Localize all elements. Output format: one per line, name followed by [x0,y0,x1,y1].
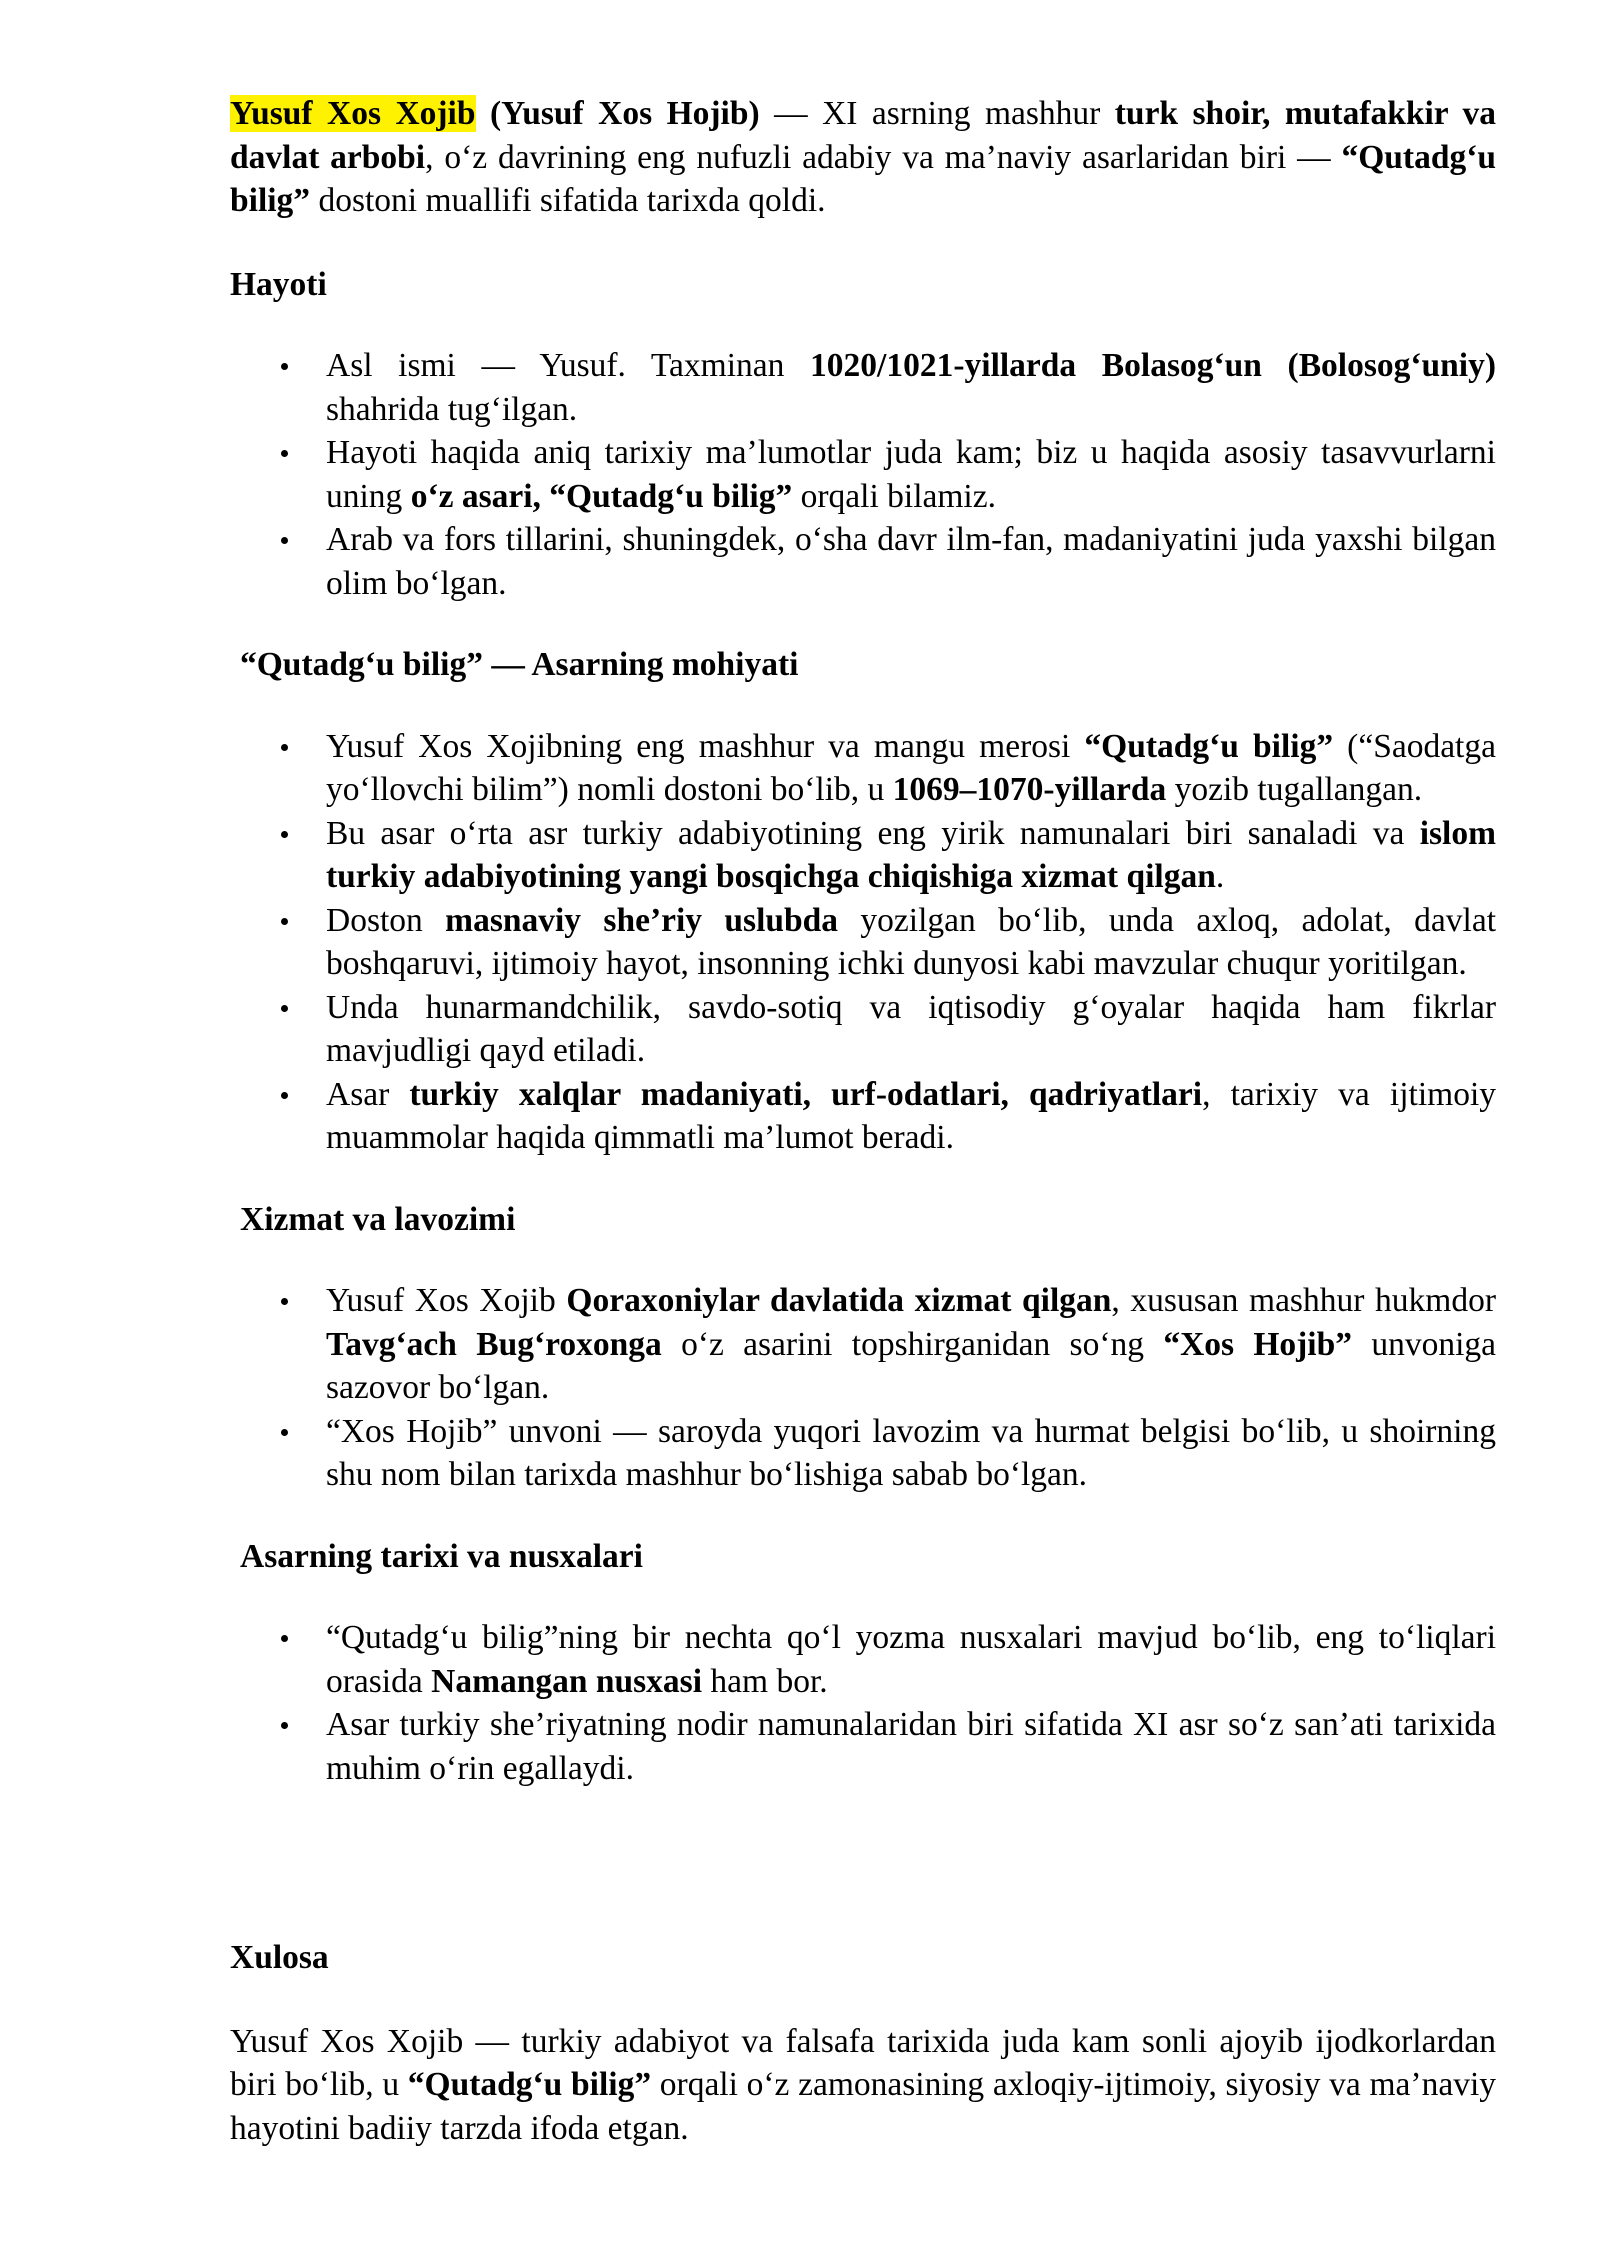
list-item: Bu asar o‘rta asr turkiy adabiyotining eng yirik namunalari biri sanaladi va islom turkiy adabiyotining yangi bosqichga chiqishiga xizmat qilgan. [326,812,1496,899]
list-item: Arab va fors tillarini, shuningdek, o‘sha davr ilm-fan, madaniyatini juda yaxshi bilgan olim bo‘lgan. [326,518,1496,605]
list-item: Asl ismi — Yusuf. Taxminan 1020/1021-yillarda Bolasog‘un (Bolosog‘uniy) shahrida tug‘ilgan. [326,344,1496,431]
list-hayoti [230,344,1496,605]
list-mohiyat [230,725,1496,1160]
heading-xizmat: Xizmat va lavozimi [240,1200,516,1238]
list-item: Yusuf Xos Xojib Qoraxoniylar davlatida xizmat qilgan, xususan mashhur hukmdor Tavg‘ach Bug‘roxonga o‘z asarini topshirganidan so‘ng “Xos Hojib” unvoniga sazovor bo‘lgan. [326,1279,1496,1410]
list-item: Hayoti haqida aniq tarixiy ma’lumotlar juda kam; biz u haqida asosiy tasavvurlarni uning o‘z asari, “Qutadg‘u bilig” orqali bilamiz. [326,431,1496,518]
list-item: Asar turkiy she’riyatning nodir namunalaridan biri sifatida XI asr so‘z san’ati tarixida muhim o‘rin egallaydi. [326,1703,1496,1790]
heading-xulosa: Xulosa [230,1939,329,1976]
spacer [230,1828,1496,1936]
list-item: Yusuf Xos Xojibning eng mashhur va mangu merosi “Qutadg‘u bilig” (“Saodatga yo‘llovchi bilim”) nomli dostoni bo‘lib, u 1069–1070-yillarda yozib tugallangan. [326,725,1496,812]
heading-nusxalar: Asarning tarixi va nusxalari [240,1537,643,1575]
document-page [230,92,1496,2150]
conclusion-paragraph: Yusuf Xos Xojib — turkiy adabiyot va falsafa tarixida juda kam sonli ajoyib ijodkorlardan biri bo‘lib, u “Qutadg‘u bilig” orqali o‘z zamonasining axloqiy-ijtimoiy, siyosiy va ma’naviy hayotini badiiy tarzda ifoda etgan. [230,2022,1496,2147]
heading-hayoti: Hayoti [230,265,327,303]
alt-name: (Yusuf Xos Hojib) [489,95,760,132]
list-nusxalar [230,1616,1496,1790]
intro-paragraph: Yusuf Xos Xojib (Yusuf Xos Hojib) — XI asrning mashhur turk shoir, mutafakkir va davlat arbobi, o‘z davrining eng nufuzli adabiy va ma’naviy asarlaridan biri — “Qutadg‘u bilig” dostoni muallifi sifatida tarixda qoldi. [230,95,1497,219]
list-item: Asar turkiy xalqlar madaniyati, urf-odatlari, qadriyatlari, tarixiy va ijtimoiy muammolar haqida qimmatli ma’lumot beradi. [326,1073,1496,1160]
heading-mohiyat: “Qutadg‘u bilig” — Asarning mohiyati [240,646,799,683]
highlighted-name: Yusuf Xos Xojib [230,95,476,132]
list-item: Unda hunarmandchilik, savdo-sotiq va iqtisodiy g‘oyalar haqida ham fikrlar mavjudligi qayd etiladi. [326,986,1496,1073]
list-item: “Qutadg‘u bilig”ning bir nechta qo‘l yozma nusxalari mavjud bo‘lib, eng to‘liqlari orasida Namangan nusxasi ham bor. [326,1616,1496,1703]
list-item: Doston masnaviy she’riy uslubda yozilgan bo‘lib, unda axloq, adolat, davlat boshqaruvi, ijtimoiy hayot, insonning ichki dunyosi kabi mavzular chuqur yoritilgan. [326,899,1496,986]
list-xizmat [230,1279,1496,1497]
list-item: “Xos Hojib” unvoni — saroyda yuqori lavozim va hurmat belgisi bo‘lib, u shoirning shu nom bilan tarixda mashhur bo‘lishiga sabab bo‘lgan. [326,1410,1496,1497]
